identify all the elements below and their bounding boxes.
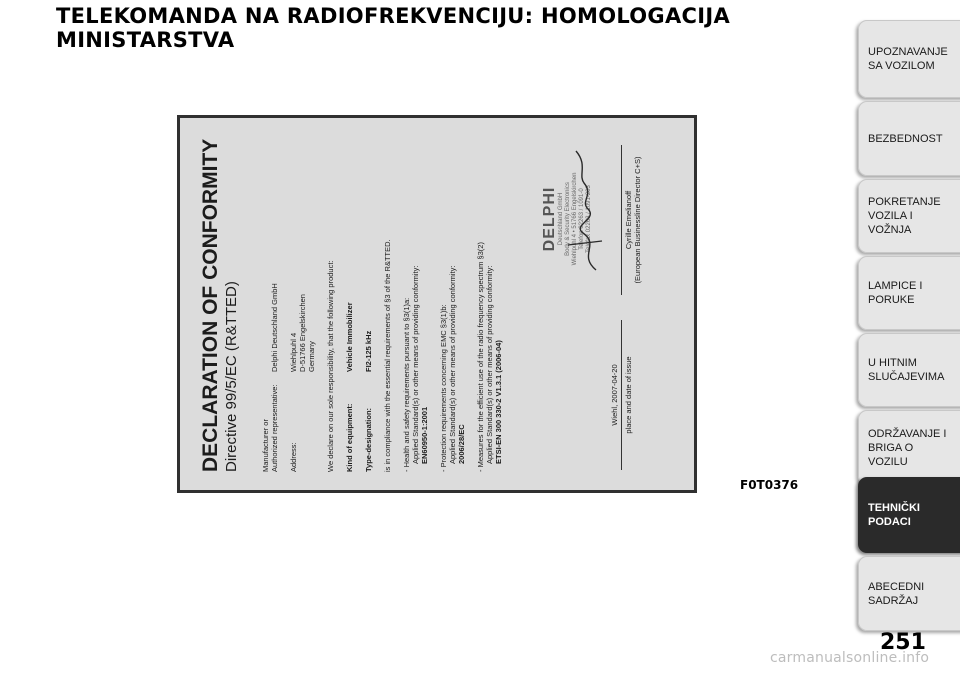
- requirement-value: EN60950-1:2001: [420, 406, 429, 464]
- figure-code: F0T0376: [740, 478, 799, 492]
- address-label: Address:: [289, 442, 298, 472]
- place-date: Wiehl, 2007-04-20: [610, 364, 619, 426]
- signer-block: [624, 145, 642, 295]
- signature-line: [621, 145, 622, 295]
- tab-abecedni-sadrzaj[interactable]: [858, 556, 960, 631]
- tab-bezbednost[interactable]: [858, 101, 960, 176]
- page-title-line1: TELEKOMANDA NA RADIOFREKVENCIJU: HOMOLOGACIJA: [56, 4, 731, 28]
- compliance-statement: is in compliance with the essential requirements of §3 of the R&TTED.: [383, 239, 392, 472]
- requirement-value: ETSI-EN 300 330-2 V1.3.1 (2006-04): [494, 340, 503, 464]
- page-title: [56, 4, 776, 52]
- requirement-heading: - Health and safety requirements pursuant to §3(1)a:: [402, 297, 411, 472]
- place-date-caption: place and date of issue: [624, 356, 633, 434]
- place-date-line: [621, 320, 622, 470]
- declaration-content: [180, 118, 694, 490]
- watermark: carmanualsonline.info: [770, 650, 930, 666]
- tab-lampice-i-poruke[interactable]: [858, 256, 960, 330]
- tab-label: LAMPICE I PORUKE: [868, 280, 923, 306]
- tab-label: U HITNIM SLUČAJEVIMA: [868, 357, 945, 383]
- type-label: Type-designation:: [364, 407, 373, 472]
- declaration-title: DECLARATION OF CONFORMITY: [199, 138, 222, 472]
- requirement-standard: Applied Standard(s) or other means of providing conformity:: [485, 265, 494, 464]
- tab-label: POKRETANJE VOZILA I VOŽNJA: [868, 196, 941, 236]
- requirement-item: [439, 136, 466, 472]
- stamp-logo: DELPHI: [541, 186, 558, 252]
- signer-name: Cyrille Emelianoff: [624, 190, 633, 250]
- tab-label: BEZBEDNOST: [868, 132, 943, 145]
- signature-scrawl: [558, 145, 608, 275]
- stamp-line: Telefax 02263 / 1091-203: [586, 185, 592, 253]
- representative-row: [270, 136, 279, 472]
- requirement-standard: Applied Standard(s) or other means of providing conformity:: [411, 265, 420, 464]
- tab-label: UPOZNAVANJE SA VOZILOM: [868, 46, 948, 72]
- address-row: [289, 136, 316, 472]
- tab-pokretanje-vozila[interactable]: [858, 179, 960, 253]
- tab-odrzavanje[interactable]: [858, 410, 960, 485]
- tab-label: ODRŽAVANJE I BRIGA O VOZILU: [868, 427, 947, 468]
- tab-label: TEHNIČKI PODACI: [868, 502, 920, 528]
- representative-label: Authorized representative:: [270, 384, 279, 472]
- tab-upoznavanje-sa-vozilom[interactable]: [858, 20, 960, 98]
- manufacturer-row: [261, 136, 270, 472]
- declaration-subtitle: Directive 99/5/EC (R&TTED): [223, 281, 240, 472]
- requirement-standard: Applied Standard(s) or other means of providing conformity:: [448, 265, 457, 464]
- tab-u-hitnim-slucajevima[interactable]: [858, 333, 960, 407]
- type-value: FI2-125 kHz: [364, 330, 373, 372]
- address-line2: D-51766 Engelskirchen: [298, 294, 307, 372]
- declaration-statement: We declare on our sole responsibility, that the following product:: [326, 260, 335, 472]
- requirement-item: [476, 136, 503, 472]
- address-line1: Wiehlpuhl 4: [289, 332, 298, 372]
- tab-label: ABECEDNI SADRŽAJ: [868, 580, 925, 607]
- requirement-heading: - Protection requirements concerning EMC §3(1)b:: [439, 304, 448, 472]
- signer-title: (European Businessline Director C+S): [633, 156, 642, 284]
- type-row: [364, 136, 373, 472]
- representative-value: Delphi Deutschland GmbH: [270, 283, 279, 372]
- kind-label: Kind of equipment:: [345, 403, 354, 472]
- stamp-line: Wiehlpuhl 4 • 51766 Engelskirchen: [572, 172, 578, 266]
- declaration-paper: [180, 118, 694, 490]
- page-title-line2: MINISTARSTVA: [56, 28, 235, 52]
- requirement-value: 2006/28/EC: [457, 424, 466, 464]
- declaration-image: [177, 115, 697, 493]
- stamp-line: Body & Security Electronics: [565, 182, 571, 256]
- tab-tehnicki-podaci[interactable]: [858, 477, 960, 553]
- page-number: 251: [880, 630, 926, 655]
- stamp-line: Telefon 02263 / 1091-0: [579, 188, 585, 250]
- requirement-heading: - Measures for the efficient use of the radio frequency spectrum §3(2): [476, 242, 485, 472]
- manufacturer-label: Manufacturer or: [261, 419, 270, 472]
- place-date-block: [610, 320, 619, 470]
- stamp-line: Deutschland GmbH: [558, 192, 564, 246]
- kind-value: Vehicle Immobilizer: [345, 302, 354, 372]
- kind-row: [345, 136, 354, 472]
- address-line3: Germany: [307, 341, 316, 372]
- requirement-item: [402, 136, 429, 472]
- chapter-sidebar: [858, 20, 960, 630]
